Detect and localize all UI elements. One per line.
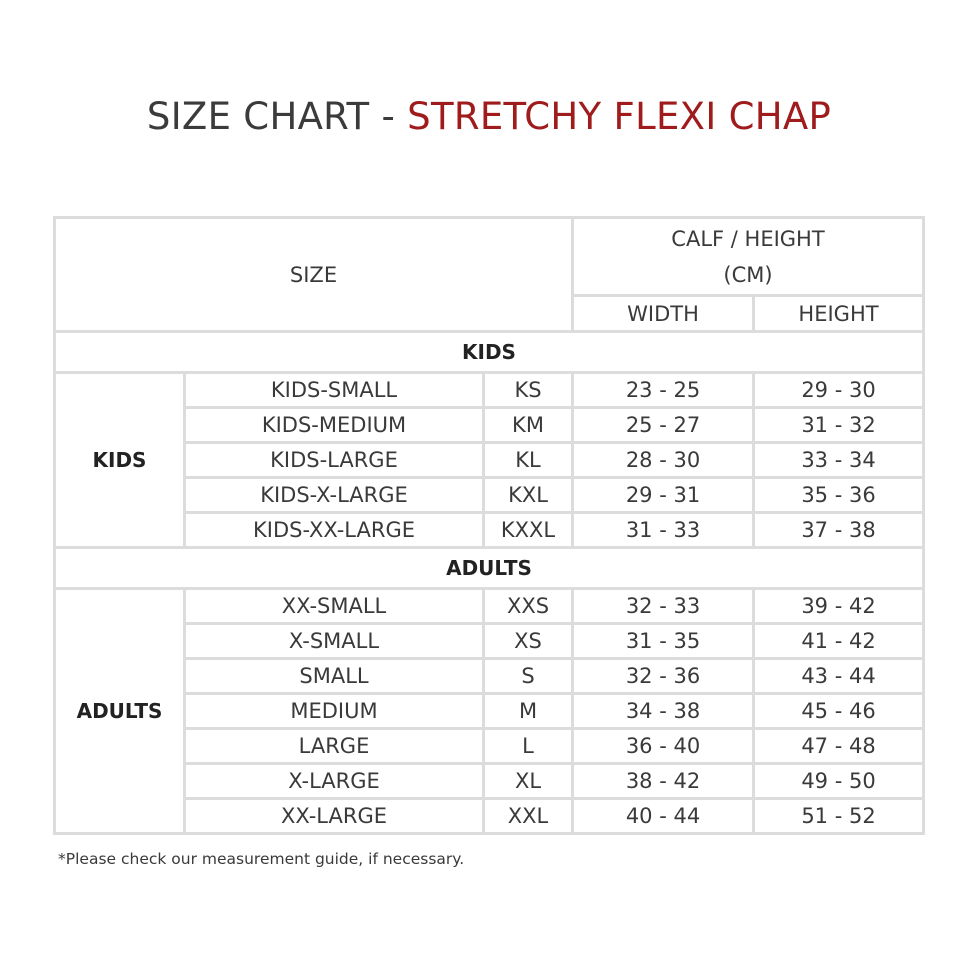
size-name: LARGE (185, 729, 484, 764)
header-calf-height (573, 218, 924, 296)
page-title (0, 95, 978, 138)
size-code: M (484, 694, 573, 729)
size-code: KXL (484, 478, 573, 513)
size-height: 29 - 30 (754, 373, 924, 408)
size-chart-table (53, 216, 925, 835)
size-height: 45 - 46 (754, 694, 924, 729)
size-code: XL (484, 764, 573, 799)
size-height: 47 - 48 (754, 729, 924, 764)
size-name: KIDS-SMALL (185, 373, 484, 408)
title-prefix: SIZE CHART - (146, 95, 408, 138)
header-size: SIZE (55, 218, 573, 332)
section-adults: ADULTS (55, 548, 924, 589)
table-row (55, 373, 924, 408)
size-height: 33 - 34 (754, 443, 924, 478)
table-row (55, 513, 924, 548)
table-row (55, 443, 924, 478)
size-name: MEDIUM (185, 694, 484, 729)
size-width: 38 - 42 (573, 764, 754, 799)
table-row (55, 589, 924, 624)
size-height: 49 - 50 (754, 764, 924, 799)
header-height: HEIGHT (754, 296, 924, 332)
table-row (55, 799, 924, 834)
size-width: 32 - 33 (573, 589, 754, 624)
group-label-adults: ADULTS (55, 589, 185, 834)
size-name: KIDS-LARGE (185, 443, 484, 478)
size-height: 41 - 42 (754, 624, 924, 659)
size-code: KXXL (484, 513, 573, 548)
size-height: 43 - 44 (754, 659, 924, 694)
size-height: 39 - 42 (754, 589, 924, 624)
size-code: KS (484, 373, 573, 408)
table-row (55, 624, 924, 659)
size-code: XXS (484, 589, 573, 624)
size-width: 25 - 27 (573, 408, 754, 443)
size-width: 36 - 40 (573, 729, 754, 764)
header-width: WIDTH (573, 296, 754, 332)
table-row (55, 408, 924, 443)
size-name: KIDS-XX-LARGE (185, 513, 484, 548)
size-code: KM (484, 408, 573, 443)
size-code: KL (484, 443, 573, 478)
size-code: XXL (484, 799, 573, 834)
size-name: XX-SMALL (185, 589, 484, 624)
size-width: 28 - 30 (573, 443, 754, 478)
size-width: 31 - 35 (573, 624, 754, 659)
size-height: 51 - 52 (754, 799, 924, 834)
table-row (55, 478, 924, 513)
size-height: 35 - 36 (754, 478, 924, 513)
section-kids: KIDS (55, 332, 924, 373)
size-code: S (484, 659, 573, 694)
size-name: X-SMALL (185, 624, 484, 659)
footnote: *Please check our measurement guide, if necessary. (58, 850, 465, 868)
group-label-kids: KIDS (55, 373, 185, 548)
title-accent: STRETCHY FLEXI CHAP (407, 95, 832, 138)
size-name: X-LARGE (185, 764, 484, 799)
size-name: SMALL (185, 659, 484, 694)
size-height: 31 - 32 (754, 408, 924, 443)
size-width: 34 - 38 (573, 694, 754, 729)
header-calf-line2: (CM) (723, 262, 773, 287)
size-height: 37 - 38 (754, 513, 924, 548)
header-calf-line1: CALF / HEIGHT (671, 226, 825, 251)
size-name: KIDS-X-LARGE (185, 478, 484, 513)
table-row (55, 659, 924, 694)
size-name: XX-LARGE (185, 799, 484, 834)
size-width: 32 - 36 (573, 659, 754, 694)
table-row (55, 694, 924, 729)
size-width: 29 - 31 (573, 478, 754, 513)
table-row (55, 764, 924, 799)
size-width: 23 - 25 (573, 373, 754, 408)
size-code: L (484, 729, 573, 764)
size-name: KIDS-MEDIUM (185, 408, 484, 443)
table-row (55, 729, 924, 764)
size-width: 40 - 44 (573, 799, 754, 834)
size-width: 31 - 33 (573, 513, 754, 548)
size-code: XS (484, 624, 573, 659)
